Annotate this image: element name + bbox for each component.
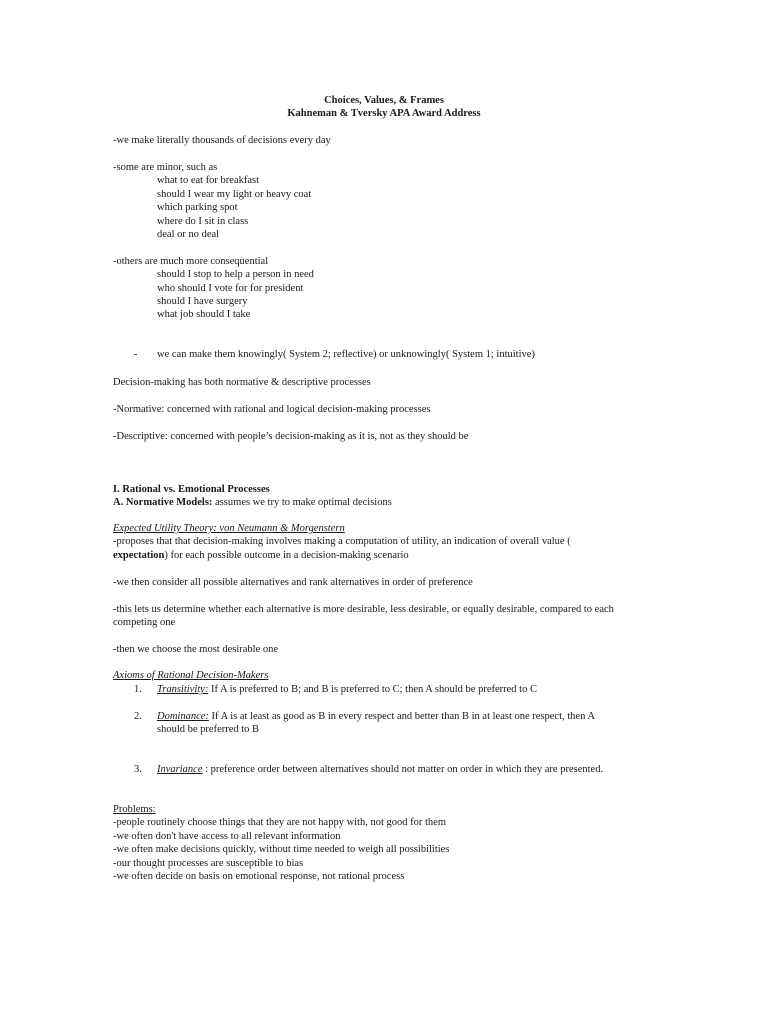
axiom-name: Transitivity:: [157, 684, 209, 695]
problem-item: -we often don't have access to all relevant information: [113, 831, 341, 842]
axiom-text-continued: should be preferred to B: [157, 724, 260, 735]
axiom-text: : preference order between alternatives should not matter on order in which they are presented.: [202, 764, 604, 775]
list-item: should I have surgery: [157, 296, 248, 307]
consider-line: -we then consider all possible alternatives and rank alternatives in order of preference: [113, 577, 473, 588]
axiom-name: Dominance:: [157, 711, 209, 722]
axiom-invariance: [157, 763, 603, 777]
problems-heading: Problems:: [113, 804, 156, 815]
list-item: who should I vote for for president: [157, 283, 304, 294]
expectation-term: expectation: [113, 550, 165, 561]
choose-line: -then we choose the most desirable one: [113, 644, 279, 655]
dash-bullet: -: [134, 349, 138, 360]
eut-line-2-rest: ) for each possible outcome in a decision-making scenario: [164, 550, 409, 561]
knowingly-line: we can make them knowingly( System 2; reflective) or unknowingly( System 1; intuitive): [157, 349, 535, 360]
normative-models-label: A. Normative Models:: [113, 497, 213, 508]
axioms-heading: Axioms of Rational Decision-Makers: [113, 670, 269, 681]
determine-line-2: competing one: [113, 617, 176, 628]
eut-heading: Expected Utility Theory: von Neumann & Morgenstern: [113, 523, 345, 534]
intro-line: -we make literally thousands of decisions every day: [113, 135, 331, 146]
axiom-text: If A is preferred to B; and B is preferred to C; then A should be preferred to C: [208, 684, 537, 695]
normative-definition: -Normative: concerned with rational and logical decision-making processes: [113, 404, 431, 415]
list-item: where do I sit in class: [157, 216, 249, 227]
descriptive-definition: -Descriptive: concerned with people’s decision-making as it is, not as they should be: [113, 431, 469, 442]
list-item: deal or no deal: [157, 229, 220, 240]
document-title: Choices, Values, & Frames: [324, 95, 444, 106]
eut-line-1: -proposes that that decision-making involves making a computation of utility, an indication of overall value (: [113, 536, 571, 547]
list-item: should I wear my light or heavy coat: [157, 189, 312, 200]
axiom-dominance: [157, 710, 595, 724]
list-item: what job should I take: [157, 309, 251, 320]
axiom-name: Invariance: [157, 764, 203, 775]
document-subtitle: Kahneman & Tversky APA Award Address: [287, 108, 481, 119]
problem-item: -our thought processes are susceptible to bias: [113, 858, 304, 869]
processes-line: Decision-making has both normative & descriptive processes: [113, 377, 371, 388]
section-heading: I. Rational vs. Emotional Processes: [113, 484, 270, 495]
list-item: what to eat for breakfast: [157, 175, 260, 186]
axiom-number: 3.: [134, 764, 142, 775]
minor-heading: -some are minor, such as: [113, 162, 218, 173]
normative-models-line: [113, 496, 392, 510]
axiom-number: 2.: [134, 711, 142, 722]
consequential-heading: -others are much more consequential: [113, 256, 269, 267]
axiom-text: If A is at least as good as B in every respect and better than B in at least one respect, then A: [208, 711, 595, 722]
axiom-transitivity: [157, 683, 537, 697]
eut-line-2: [113, 549, 409, 563]
normative-models-text: assumes we try to make optimal decisions: [212, 497, 392, 508]
axiom-number: 1.: [134, 684, 142, 695]
list-item: which parking spot: [157, 202, 238, 213]
problem-item: -people routinely choose things that they are not happy with, not good for them: [113, 817, 447, 828]
problem-item: -we often decide on basis on emotional response, not rational process: [113, 871, 405, 882]
determine-line-1: -this lets us determine whether each alternative is more desirable, less desirable, or equally desirable, compared to each: [113, 604, 614, 615]
list-item: should I stop to help a person in need: [157, 269, 314, 280]
problem-item: -we often make decisions quickly, without time needed to weigh all possibilities: [113, 844, 450, 855]
